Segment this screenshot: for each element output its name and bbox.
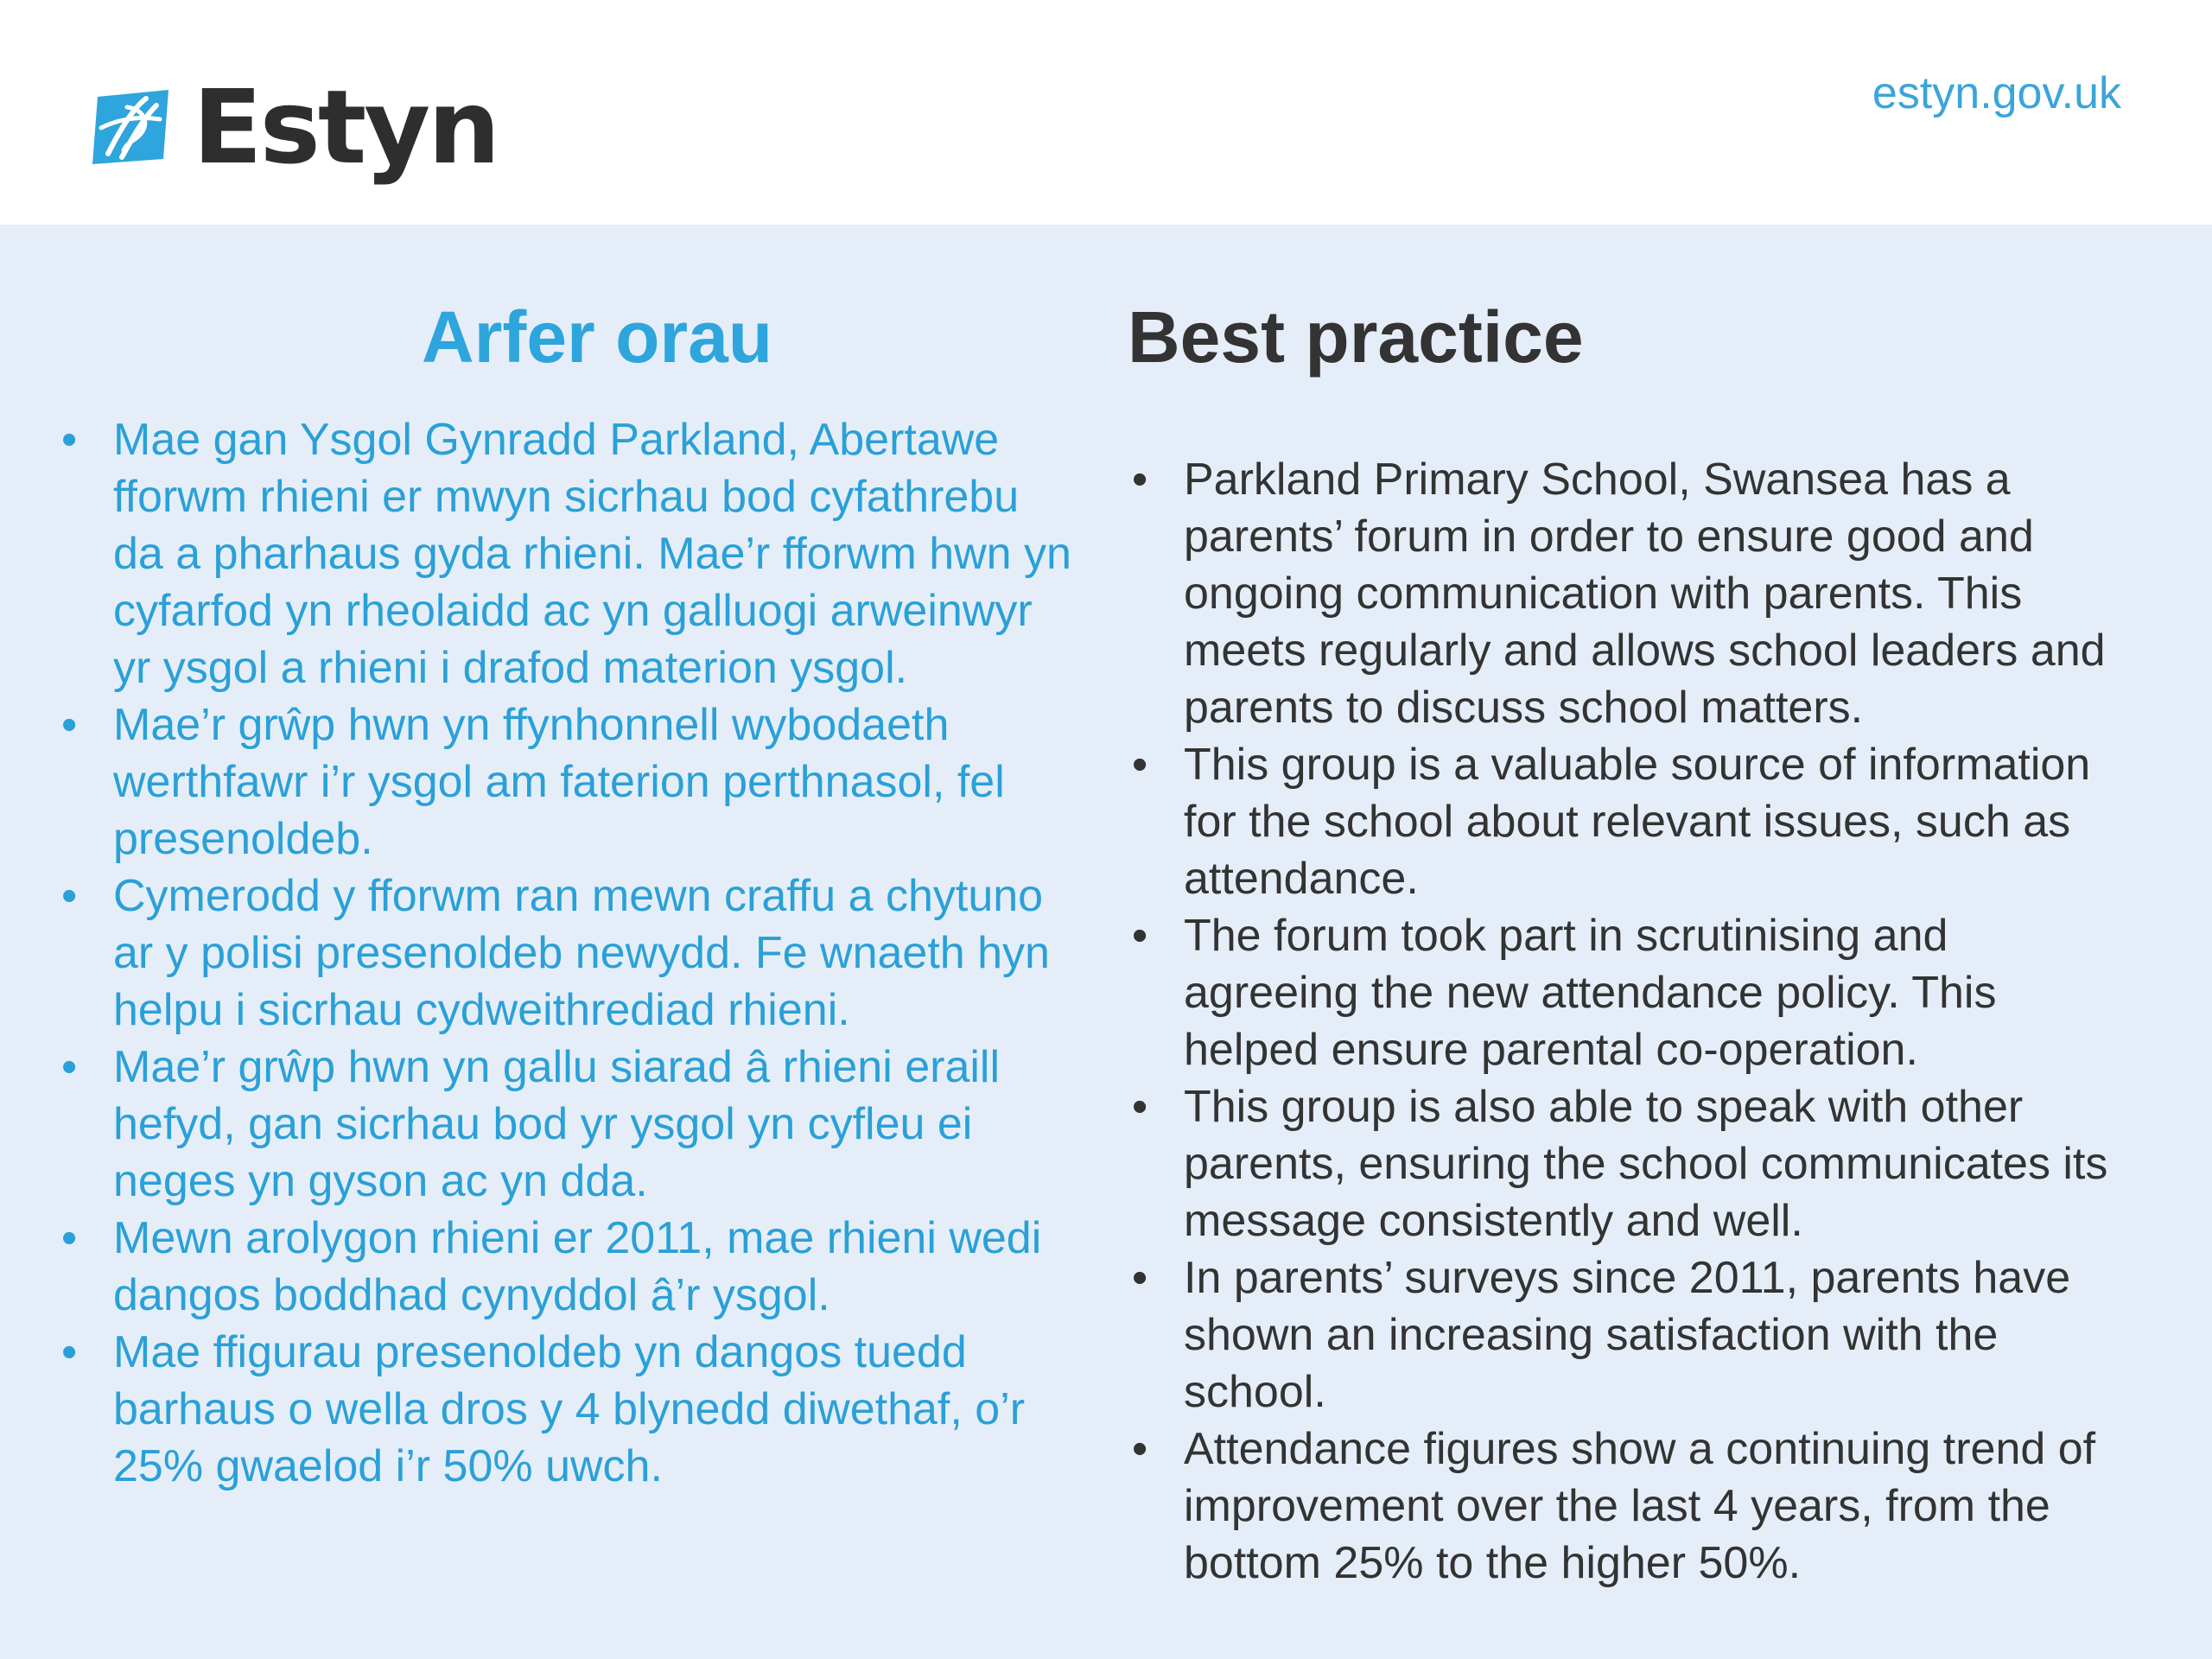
english-bullet-text: The forum took part in scrutinising and agreeing the new attendance policy. This helped ensure parental co-operation. <box>1184 911 1997 1075</box>
welsh-bullet-list <box>61 411 1072 1495</box>
welsh-bullet-text: Mae’r grŵp hwn yn gallu siarad â rhieni eraill hefyd, gan sicrhau bod yr ysgol yn cyfleu ei neges yn gyson ac yn dda. <box>113 1042 1001 1206</box>
header <box>0 0 2212 225</box>
welsh-bullet-4 <box>61 1039 1072 1210</box>
english-bullet-4 <box>1132 1078 2126 1249</box>
english-bullet-3 <box>1132 907 2126 1078</box>
welsh-bullet-5 <box>61 1210 1072 1324</box>
bullet-dot-icon: • <box>1132 740 1148 790</box>
site-url-link[interactable]: estyn.gov.uk <box>1872 68 2121 118</box>
english-bullet-2 <box>1132 736 2126 907</box>
welsh-bullet-6 <box>61 1324 1072 1495</box>
english-bullet-text: Parkland Primary School, Swansea has a parents’ forum in order to ensure good and ongoing communication with parents. This meets regularly and allows school leaders and parents to discuss school matters. <box>1184 454 2106 733</box>
bullet-dot-icon: • <box>1132 1253 1148 1303</box>
welsh-bullet-text: Mae’r grŵp hwn yn ffynhonnell wybodaeth werthfawr i’r ysgol am faterion perthnasol, fel presenoldeb. <box>113 700 1005 864</box>
welsh-bullet-3 <box>61 868 1072 1039</box>
english-bullet-text: In parents’ surveys since 2011, parents have shown an increasing satisfaction with the school. <box>1184 1253 2071 1417</box>
english-bullet-list <box>1132 451 2126 1592</box>
estyn-logo-mark-icon <box>92 90 168 164</box>
welsh-bullet-text: Cymerodd y fforwm ran mewn craffu a chytuno ar y polisi presenoldeb newydd. Fe wnaeth hyn helpu i sicrhau cydweithrediad rhieni. <box>113 871 1050 1035</box>
bullet-dot-icon: • <box>61 1213 78 1263</box>
welsh-title: Arfer orau <box>422 296 773 378</box>
english-bullet-text: This group is also able to speak with other parents, ensuring the school communicates its message consistently and well. <box>1184 1082 2108 1246</box>
bullet-dot-icon: • <box>61 871 78 921</box>
bullet-dot-icon: • <box>1132 1424 1148 1474</box>
logo-wordmark: Estyn <box>193 67 499 187</box>
english-bullet-5 <box>1132 1249 2126 1421</box>
bullet-dot-icon: • <box>61 700 78 750</box>
welsh-bullet-2 <box>61 696 1072 868</box>
welsh-bullet-1 <box>61 411 1072 696</box>
estyn-logo[interactable] <box>92 62 498 192</box>
bullet-dot-icon: • <box>61 1327 78 1377</box>
english-bullet-text: Attendance figures show a continuing trend of improvement over the last 4 years, from the bottom 25% to the higher 50%. <box>1184 1424 2096 1588</box>
welsh-bullet-text: Mae gan Ysgol Gynradd Parkland, Abertawe fforwm rhieni er mwyn sicrhau bod cyfathrebu da a pharhaus gyda rhieni. Mae’r fforwm hwn yn cyfarfod yn rheolaidd ac yn galluogi arweinwyr yr ysgol a rhieni i drafod materion ysgol. <box>113 415 1071 693</box>
bullet-dot-icon: • <box>1132 1082 1148 1132</box>
english-bullet-text: This group is a valuable source of information for the school about relevant issues, such as attendance. <box>1184 740 2091 904</box>
english-bullet-1 <box>1132 451 2126 736</box>
bullet-dot-icon: • <box>1132 911 1148 961</box>
bullet-dot-icon: • <box>61 1042 78 1092</box>
english-bullet-6 <box>1132 1421 2126 1592</box>
english-title: Best practice <box>1128 296 1584 378</box>
welsh-bullet-text: Mewn arolygon rhieni er 2011, mae rhieni wedi dangos boddhad cynyddol â’r ysgol. <box>113 1213 1042 1320</box>
welsh-bullet-text: Mae ffigurau presenoldeb yn dangos tuedd barhaus o wella dros y 4 blynedd diwethaf, o’r 25% gwaelod i’r 50% uwch. <box>113 1327 1026 1491</box>
bullet-dot-icon: • <box>61 415 78 465</box>
bullet-dot-icon: • <box>1132 454 1148 505</box>
